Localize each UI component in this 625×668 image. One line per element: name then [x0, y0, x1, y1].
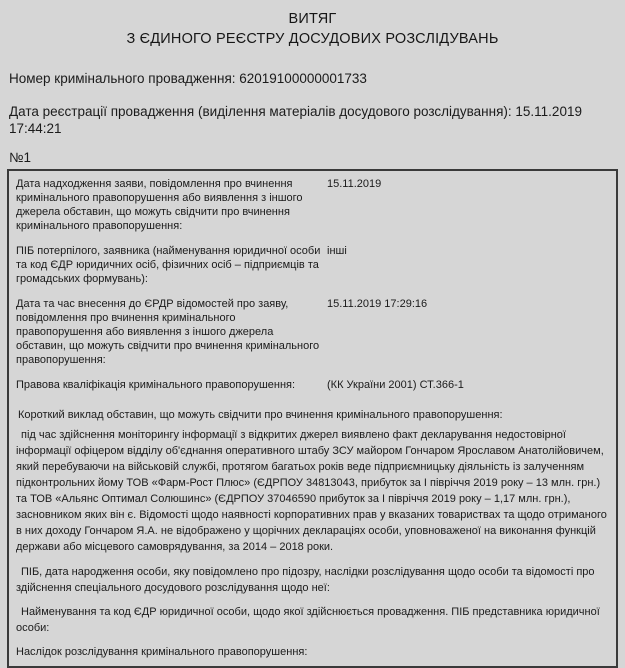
row-investigation-outcome-label: Наслідок розслідування кримінального правопорушення:: [16, 646, 308, 658]
registration-date-line: Дата реєстрації провадження (виділення матеріалів досудового розслідування): 15.11.2019 17:44:21: [9, 104, 582, 136]
row-statement-date: [16, 177, 609, 233]
legal-entity-heading: Найменування та код ЄДР юридичної особи, щодо якої здійснюється провадження. ПІБ представника юридичної особи:: [16, 606, 600, 634]
document-title: [7, 9, 618, 49]
document-title-line1: ВИТЯГ: [288, 11, 337, 27]
row-statement-date-value: 15.11.2019: [327, 178, 382, 190]
row-victim-name-value: інші: [327, 245, 347, 257]
row-legal-qualification: [16, 378, 609, 392]
row-investigation-outcome: [16, 645, 609, 659]
row-erdr-entry-datetime: [16, 297, 609, 367]
row-erdr-entry-datetime-label: Дата та час внесення до ЄРДР відомостей про заяву, повідомлення про вчинення кримінального правопорушення або виявлення з іншого джерела обставин, що можуть свідчити про вчинення кримінального правопорушення:: [16, 298, 320, 366]
row-legal-qualification-label: Правова кваліфікація кримінального правопорушення:: [16, 379, 296, 391]
summary-heading: Короткий виклад обставин, що можуть свідчити про вчинення кримінального правопорушення:: [18, 409, 503, 421]
row-erdr-entry-datetime-value: 15.11.2019 17:29:16: [327, 298, 428, 310]
record-number-label: №1: [9, 150, 31, 165]
summary-paragraph: під час здійснення моніторингу інформації з відкритих джерел виявлено факт декларування недостовірної інформації офіцером відділу об'єднання оперативного штабу ЗСУ майором Гончаром Ярославом Анатолійовичем, який перебуваючи на військовій службі, протягом багатьох років веде підприємницьку діяльність із залученням підконтрольних йому ТОВ «Фарм-Рост Плюс» (ЄДРПОУ 34813043, прибуток за І півріччя 2019 року – 13 млн. грн.) та ТОВ «Альянс Оптимал Солюшинс» (ЄДРПОУ 37046590 прибуток за І півріччя 2019 року – 1,17 млн. грн.), засновником яких він є. Відомості щодо наявності корпоративних прав у вказаних товариствах та щодо отриманого в них доходу Гончаром Я.А. не відображено у щорічних деклараціях особи, уповноваженої на виконання функцій держави або місцевого самоврядування, за 2014 – 2018 роки.: [16, 429, 607, 553]
row-victim-name: [16, 244, 609, 286]
record-details-box: [7, 169, 618, 668]
row-statement-date-label: Дата надходження заяви, повідомлення про вчинення кримінального правопорушення або виявлення з іншого джерела обставин, що можуть свідчити про вчинення кримінального правопорушення:: [16, 178, 303, 232]
row-legal-qualification-value: (КК України 2001) СТ.366-1: [327, 379, 464, 391]
suspect-info-heading: ПІБ, дата народження особи, яку повідомлено про підозру, наслідки розслідування щодо особи та відомості про здійснення спеціального досудового розслідування щодо неї:: [16, 566, 595, 594]
document-title-line2: З ЄДИНОГО РЕЄСТРУ ДОСУДОВИХ РОЗСЛІДУВАНЬ: [126, 31, 499, 47]
case-number-line: Номер кримінального провадження: 62019100000001733: [9, 71, 367, 86]
row-victim-name-label: ПІБ потерпілого, заявника (найменування юридичної особи та код ЄДР юридичних осіб, фізичних осіб – підприємців та громадських формувань):: [16, 245, 321, 285]
row-investigation-outcome-value: [327, 645, 609, 659]
